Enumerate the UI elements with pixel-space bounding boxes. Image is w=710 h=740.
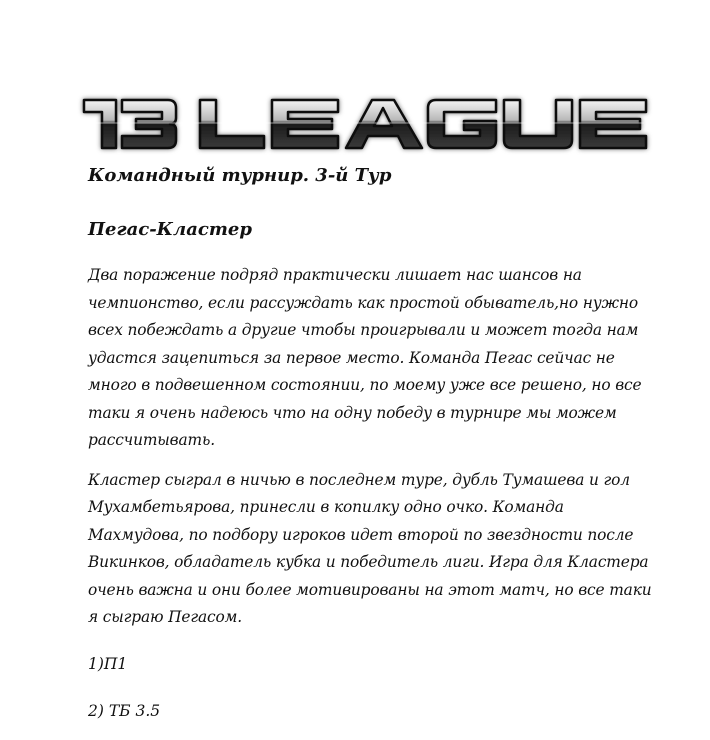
tournament-subtitle: Командный турнир. 3-й Тур xyxy=(88,165,392,186)
match-title: Пегас-Кластер xyxy=(88,219,252,240)
article xyxy=(88,162,658,723)
league-logo xyxy=(76,92,654,158)
bet-1: 1)П1 xyxy=(88,654,128,673)
paragraph-klaster: Кластер сыграл в ничью в последнем туре, дубль Тумашева и гол Мухамбетьярова, принесли в копилку одно очко. Команда Махмудова, по подбору игроков идет второй по звездности после Викинков, обладатель кубка и победитель лиги. Игра для Кластера очень важна и они более мотивированы на этот матч, но все таки я сыграю Пегасом. xyxy=(88,470,652,626)
paragraph-pegas: Два поражение подряд практически лишает нас шансов на чемпионство, если рассуждать как простой обыватель,но нужно всех побеждать а другие чтобы проигрывали и может тогда нам удастся зацепиться за первое место. Команда Пегас сейчас не много в подвешенном состоянии, по моему уже все решено, но все таки я очень надеюсь что на одну победу в турнире мы можем рассчитывать. xyxy=(88,266,642,449)
bet-2: 2) ТБ 3.5 xyxy=(88,701,161,720)
